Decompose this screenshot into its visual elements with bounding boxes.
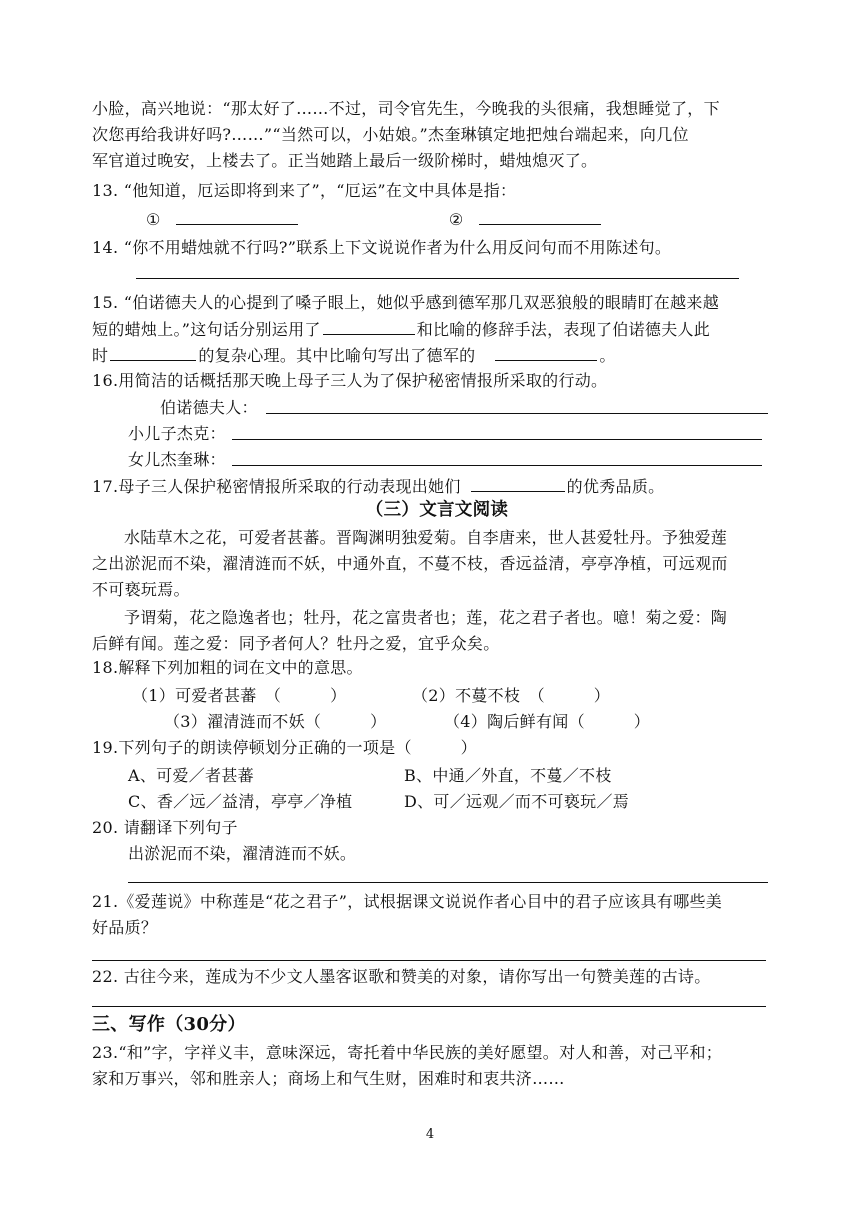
q17-blank[interactable] <box>471 474 565 492</box>
q13-answer-row <box>146 207 836 232</box>
q16-label-jack: 小儿子杰克： <box>128 424 226 443</box>
q15-text: 和比喻的修辞手法，表现了伯诺德夫人此 <box>416 320 711 339</box>
q19-option-b[interactable]: B、中通／外直，不蔓／不枝 <box>404 766 612 785</box>
q18-item-1: （1）可爱者甚蕃 （ ） <box>132 686 347 705</box>
classical-text-line: 水陆草木之花，可爱者甚蕃。晋陶渊明独爱菊。自李唐来，世人甚爱牡丹。予独爱莲 <box>124 528 728 547</box>
page-number: 4 <box>425 1127 435 1142</box>
question-15-line <box>92 317 782 342</box>
passage-line: 军官道过晚安，上楼去了。正当她踏上最后一级阶梯时，蜡烛熄灭了。 <box>92 151 598 170</box>
q22-answer-line[interactable] <box>92 1006 766 1007</box>
passage-line: 次您再给我讲好吗?……”“当然可以，小姑娘。”杰奎琳镇定地把烛台端起来，向几位 <box>92 125 689 144</box>
question-20: 20. 请翻译下列句子 <box>92 818 238 837</box>
section-title-classical: （三）文言文阅读 <box>365 500 509 520</box>
q15-text: 。 <box>599 346 616 365</box>
q21-answer-line[interactable] <box>92 960 766 961</box>
q13-marker-1: ① <box>146 210 161 229</box>
classical-text-line: 后鲜有闻。莲之爱：同予者何人？牡丹之爱，宜乎众矣。 <box>92 634 500 653</box>
question-17 <box>92 474 782 499</box>
q16-answer-line-1[interactable] <box>266 413 768 414</box>
question-19: 19.下列句子的朗读停顿划分正确的一项是（ ） <box>92 738 477 757</box>
q20-answer-line[interactable] <box>128 882 768 883</box>
q16-answer-line-3[interactable] <box>232 465 762 466</box>
q14-answer-line[interactable] <box>136 278 739 279</box>
q20-sentence: 出淤泥而不染，濯清涟而不妖。 <box>128 844 357 863</box>
question-18: 18.解释下列加粗的词在文中的意思。 <box>92 658 363 677</box>
q19-option-c[interactable]: C、香／远／益清，亭亭／净植 <box>128 792 353 811</box>
writing-prompt-line: 23.“和”字，字祥义丰，意味深远，寄托着中华民族的美好愿望。对人和善，对己平和； <box>92 1043 723 1062</box>
writing-prompt-line: 家和万事兴，邻和胜亲人；商场上和气生财，困难时和衷共济…… <box>92 1069 565 1088</box>
q15-text: 短的蜡烛上。”这句话分别运用了 <box>92 320 321 339</box>
question-16: 16.用简洁的话概括那天晚上母子三人为了保护秘密情报所采取的行动。 <box>92 371 608 390</box>
q15-blank-1[interactable] <box>323 317 415 335</box>
q18-item-4: （4）陶后鲜有闻（ ） <box>444 712 651 731</box>
q15-text: 时 <box>92 346 109 365</box>
q15-blank-3[interactable] <box>495 343 597 361</box>
q18-item-3: （3）濯清涟而不妖（ ） <box>164 712 387 731</box>
q15-text: 的复杂心理。其中比喻句写出了德军的 <box>198 346 476 365</box>
q17-text: 的优秀品质。 <box>566 477 665 496</box>
question-15-line <box>92 343 782 368</box>
q16-answer-line-2[interactable] <box>232 439 762 440</box>
question-21-line: 21.《爱莲说》中称莲是“花之君子”，试根据课文说说作者心目中的君子应该具有哪些美 <box>92 892 723 911</box>
q15-blank-2[interactable] <box>110 343 196 361</box>
q13-marker-2: ② <box>448 210 464 229</box>
passage-line: 小脸，高兴地说：“那太好了……不过，司令官先生，今晚我的头很痛，我想睡觉了，下 <box>92 99 720 118</box>
q19-option-a[interactable]: A、可爱／者甚蕃 <box>128 766 254 785</box>
q16-label-jacqueline: 女儿杰奎琳： <box>128 450 226 469</box>
question-15-line: 15. “伯诺德夫人的心提到了嗓子眼上，她似乎感到德军那几双恶狼般的眼睛盯在越来越 <box>92 293 720 312</box>
q13-blank-1[interactable] <box>176 207 298 225</box>
question-22: 22. 古往今来，莲成为不少文人墨客讴歌和赞美的对象，请你写出一句赞美莲的古诗。 <box>92 967 711 986</box>
classical-text-line: 不可亵玩焉。 <box>92 580 190 599</box>
q13-blank-2[interactable] <box>479 207 601 225</box>
q18-item-2: （2）不蔓不枝 （ ） <box>412 686 611 705</box>
q19-option-d[interactable]: D、可／远观／而不可亵玩／焉 <box>404 792 630 811</box>
question-13: 13. “他知道，厄运即将到来了”，“厄运”在文中具体是指： <box>92 181 517 200</box>
question-21-line: 好品质？ <box>92 918 158 937</box>
question-14: 14. “你不用蜡烛就不行吗?”联系上下文说说作者为什么用反问句而不用陈述句。 <box>92 238 672 257</box>
section-title-writing: 三、写作（30分） <box>92 1014 246 1035</box>
q17-text: 17.母子三人保护秘密情报所采取的行动表现出她们 <box>92 477 461 496</box>
classical-text-line: 之出淤泥而不染，濯清涟而不妖，中通外直，不蔓不枝，香远益清，亭亭净植，可远观而 <box>92 554 728 573</box>
classical-text-line: 予谓菊，花之隐逸者也；牡丹，花之富贵者也；莲，花之君子者也。噫！菊之爱：陶 <box>124 608 728 627</box>
q16-label-mother: 伯诺德夫人： <box>160 398 258 417</box>
